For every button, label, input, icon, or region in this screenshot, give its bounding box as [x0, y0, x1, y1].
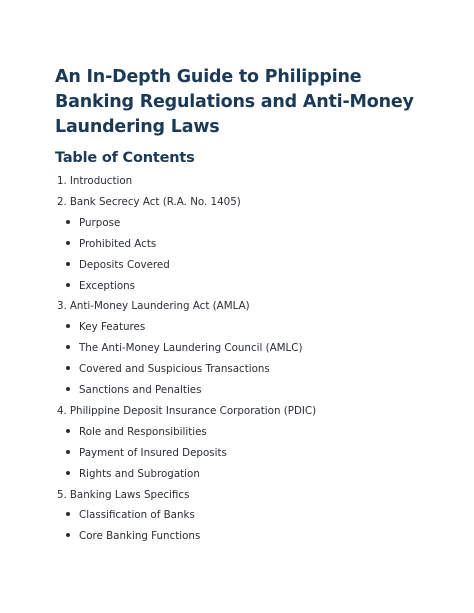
- toc-subitem-label: Covered and Suspicious Transactions: [79, 363, 270, 376]
- bullet-icon: [66, 220, 70, 224]
- toc-section-label: Bank Secrecy Act (R.A. No. 1405): [69, 195, 241, 208]
- toc-subitem-label: Deposits Covered: [79, 258, 170, 271]
- toc-subitem-label: Classification of Banks: [79, 509, 195, 522]
- toc-subitem: [66, 383, 202, 397]
- toc-section-label: Banking Laws Specifics: [69, 488, 190, 501]
- toc-subitem: [66, 237, 156, 251]
- bullet-icon: [66, 387, 70, 391]
- toc-section-label: Anti-Money Laundering Act (AMLA): [69, 300, 250, 313]
- bullet-icon: [66, 324, 70, 328]
- toc-section-label: Philippine Deposit Insurance Corporation (PDIC): [69, 404, 317, 417]
- toc-section-number: 2.: [57, 195, 67, 208]
- toc-subitem: [66, 508, 195, 522]
- toc-subitem: [66, 362, 270, 376]
- toc-subitem-label: Role and Responsibilities: [79, 425, 207, 438]
- bullet-icon: [66, 450, 70, 454]
- toc-subitem-label: The Anti-Money Laundering Council (AMLC): [79, 342, 303, 355]
- toc-subitem-label: Purpose: [79, 216, 121, 229]
- document-title: An In-Depth Guide to Philippine Banking Regulations and Anti-Money Laundering Laws: [55, 67, 414, 137]
- toc-section-number: 4.: [57, 404, 67, 417]
- toc-subitem: [66, 467, 200, 481]
- toc-subitem: [66, 341, 303, 355]
- toc-subitem-label: Exceptions: [79, 279, 136, 292]
- toc-subitem: [66, 425, 207, 439]
- bullet-icon: [66, 366, 70, 370]
- toc-subitem: [66, 258, 170, 272]
- toc-subitem: [66, 320, 145, 334]
- bullet-icon: [66, 283, 70, 287]
- bullet-icon: [66, 429, 70, 433]
- toc-section-label: Introduction: [69, 175, 133, 187]
- toc-subitem-label: Payment of Insured Deposits: [79, 446, 227, 459]
- toc-section-number: 5.: [57, 488, 67, 501]
- bullet-icon: [66, 512, 70, 516]
- bullet-icon: [66, 345, 70, 349]
- toc-section: [57, 488, 189, 502]
- toc-section: [57, 299, 250, 313]
- bullet-icon: [66, 471, 70, 475]
- bullet-icon: [66, 262, 70, 266]
- toc-section: [57, 404, 316, 418]
- toc-heading: Table of Contents: [55, 150, 195, 166]
- toc-section-number: 1.: [57, 175, 67, 187]
- toc-section-number: 3.: [57, 300, 67, 313]
- toc-subitem-label: Core Banking Functions: [79, 530, 201, 543]
- toc-subitem-label: Prohibited Acts: [79, 237, 157, 250]
- bullet-icon: [66, 241, 70, 245]
- toc-section: [57, 195, 241, 209]
- toc-subitem-label: Rights and Subrogation: [79, 467, 200, 480]
- toc-subitem: [66, 279, 135, 293]
- toc-subitem: [66, 446, 227, 460]
- bullet-icon: [66, 533, 70, 537]
- toc-subitem: [66, 216, 120, 230]
- toc-subitem-label: Key Features: [79, 321, 146, 334]
- toc-subitem-label: Sanctions and Penalties: [79, 384, 202, 396]
- toc-section: [57, 174, 132, 188]
- toc-subitem: [66, 529, 200, 543]
